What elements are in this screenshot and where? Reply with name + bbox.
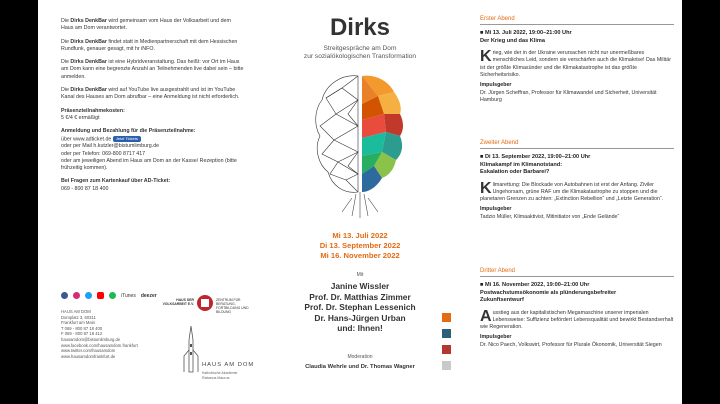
registration-block: Anmeldung und Bezahlung für die Präsenzteilnahme: über www.adticket.de Jetzt Tickets oder per Mail h.kutzler@bistumlimburg.de oder per Telefon: 069-800 8717 417 oder am jeweiligen Abend im Haus am Dom an der Kasse/ Rezeption (bitte frühzeitig kommen). (61, 128, 237, 172)
adticket-help: Bei Fragen zum Kartenkauf über AD-Ticket: 069 - 800 87 18 400 (61, 178, 171, 192)
event-dates (252, 231, 468, 261)
with-label: Mit (356, 272, 364, 278)
speaker-name: und: Ihnen! (337, 323, 383, 334)
moderation-label: Moderation (347, 354, 373, 360)
color-squares (442, 313, 451, 377)
section-header: Zweiter Abend (480, 140, 674, 149)
address-line: HAUS AM DOM (61, 309, 91, 314)
adticket-link[interactable]: über www.adticket.de (61, 135, 112, 142)
speaker-list (252, 281, 468, 334)
facebook-icon[interactable] (61, 292, 68, 299)
email-link[interactable]: oder per Mail h.kutzler@bistumlimburg.de (61, 143, 160, 150)
subtitle: Streitgespräche am Dom zur sozialökologischen Transformation (303, 45, 417, 60)
address-line[interactable]: www.hausamdomfrankfurt.de (61, 353, 116, 359)
info-paragraph: Die Dirks DenkBar wird gemeinsam vom Haus der Volksarbeit und dem Haus am Dom verantwortet. (61, 18, 231, 32)
address-line: T 069 - 800 87 18 400 (61, 325, 103, 331)
address-line: Frankfurt am Main (61, 320, 95, 326)
haus-am-dom-icon (182, 326, 200, 374)
evening-2: Zweiter Abend ■ Di 13. September 2022, 19:00–21:00 Uhr Klimakampf im Klimanotstand: Eskalation oder Barbarei? Klimarettung: Die Blockade von Autobahnen ist erst der Anfang. Ziviler Ungehorsam, grüne RAF um die Klimakatastrophe zu stoppen und die planetaren Grenzen zu achten: „Extinction Rebellion“ und „Letzte Generation“. Impulsgeber Tadzio Müller, Klimaaktivist, Mitinitiator von „Ende Gelände“ (480, 140, 674, 221)
hamd-wordmark: HAUS AM DOM (202, 362, 255, 368)
section-header: Dritter Abend (480, 268, 674, 277)
address-line: Domplatz 3, 60311 (61, 314, 96, 320)
spotify-icon[interactable] (109, 292, 116, 299)
program-column (468, 0, 682, 404)
address-line[interactable]: www.twitter.com/hausamdom (61, 348, 116, 354)
speaker-name: Prof. Dr. Matthias Zimmer (309, 291, 411, 302)
moderators: Claudia Wehrle und Dr. Thomas Wagner (305, 364, 415, 370)
speaker-name: Dr. Hans-Jürgen Urban (314, 312, 406, 323)
cover-column (252, 0, 468, 404)
ticket-badge[interactable]: Jetzt Tickets (113, 136, 141, 142)
info-paragraph: Die Dirks DenkBar findet statt in Medienpartnerschaft mit dem Hessischen Rundfunk, genauer gesagt, mit hr iNFO. (61, 38, 238, 52)
brain-stem (342, 192, 378, 218)
section-header: Erster Abend (480, 16, 674, 25)
speaker-name: Prof. Dr. Stephan Lessenich (304, 302, 416, 313)
date-line: Mi 16. November 2022 (320, 251, 400, 260)
brain-illustration (312, 70, 408, 222)
social-icons (61, 292, 157, 299)
deezer-label[interactable]: deezer (140, 292, 157, 299)
hdv-emblem (196, 294, 214, 312)
flyer-page: Die Dirks DenkBar wird gemeinsam vom Haus der Volksarbeit und dem Haus am Dom verantwortet. Die Dirks DenkBar findet statt in Medienpartnerschaft mit dem Hessischen Rundfunk, genauer gesagt, mit hr iNFO. Die Dirks DenkBar ist eine Hybridveranstaltung. Das heißt: vor Ort im Haus am Dom kann eine begrenzte Anzahl an Teilnehmenden live dabei sein – bitte anmelden. Die Dirks DenkBar wird auf YouTube live ausgestrahlt und ist im YouTube Kanal des Hauses am Dom abrufbar – eine Anmeldung ist nicht erforderlich. Präsenzteilnahmekosten: 5 €/4 € ermäßigt Anmeldung und Bezahlung für die Präsenzteilnahme: über www.adticket.de Jetzt Tickets oder per Mail h.kutzler@bistumlimburg.de oder per Telefon: 069-800 8717 417 oder am jeweiligen Abend im Haus am Dom an der Kasse/ Rezeption (bitte frühzeitig kommen). Bei Fragen zum Kartenkauf über AD-Ticket: 069 - 800 87 18 400 iTunes deezer HAUS AM DOM Domplatz 3, 60311 Frankfurt am Main T 069 - 800 87 18 400 F 069 - 800 87 18 412 hausamdom@bistumlimburg.de www.facebook.com/hausamdom.frankfurt www.twitter.com/hausamdom www.hausamdomfrankfurt.de Dirks Streitgespräche am Dom zur sozialökologischen Transformation Mi 13. Juli 2022 Di 13. September 2022 Mi 16. November 2022 Mit Janine Wissler Prof. Dr. Matthias Zimmer Prof. Dr. Stephan Lessenich Dr. Hans-Jürgen Urban und: Ihnen! Moderation Claudia Wehrle und Dr. Thomas Wagner HAUS DER VOLKSARBEIT E.V. ZENTRUM FÜR BERATUNG, FORTBILDUNG UND BILDUNG HAUS AM DOM Katholische Akademie Rabanus Maurus Erster Abend ■ Mi 13. Juli 2022, 19:00–21:00 Uhr Der Krieg und das Klima Krieg, wie der in der Ukraine verursachen nicht nur unermeßbares menschliches Leid, sondern sie verschärfen auch die Klimakrise! Das Militär ist der größte Klimasünder und die Klimakatastrophe ist das größte Sicherheitsrisiko. Impulsgeber Dr. Jürgen Scheffran, Professor für Klimawandel und Sicherheit, Universität Hamburg Zweiter Abend ■ Di 13. September 2022, 19:00–21:00 Uhr Klimakampf im Klimanotstand: Eskalation oder Barbarei? Klimarettung: Die Blockade von Autobahnen ist erst der Anfang. Ziviler Ungehorsam, grüne RAF um die Klimakatastrophe zu stoppen und die planetaren Grenzen zu achten: „Extinction Rebellion“ und „Letzte Generation“. Impulsgeber Tadzio Müller, Klimaaktivist, Mitinitiator von „Ende Gelände“ Dritter Abend ■ Mi 16. November 2022, 19:00–21:00 Uhr Postwachstumsökonomie als plünderungsbefreiter Zukunftsentwurf Ausstieg aus der kapitalistischen Megamaschine unserer imperialen Lebensweise: Suffizienz befördert Lebensqualität und bewirkt Bestandserhalt wie Regeneration. Impulsgeber Dr. Nico Paech, Volkswirt, Professor für Plurale Ökonomik, Universität Siegen (38, 0, 682, 404)
square-blue (442, 329, 451, 338)
youtube-icon[interactable] (97, 292, 104, 299)
address-line[interactable]: hausamdom@bistumlimburg.de (61, 336, 121, 342)
brain-right-facets (362, 76, 403, 192)
address-line[interactable]: www.facebook.com/hausamdom.frankfurt (61, 342, 138, 348)
square-grey (442, 361, 451, 370)
page-title: Dirks (329, 14, 391, 41)
instagram-icon[interactable] (73, 292, 80, 299)
evening-3: Dritter Abend ■ Mi 16. November 2022, 19:00–21:00 Uhr Postwachstumsökonomie als plünderungsbefreiter Zukunftsentwurf Ausstieg aus der kapitalistischen Megamaschine unserer imperialen Lebensweise: Suffizienz befördert Lebensqualität und bewirkt Bestandserhalt wie Regeneration. Impulsgeber Dr. Nico Paech, Volkswirt, Professor für Plurale Ökonomik, Universität Siegen (480, 268, 674, 348)
fee-block: Präsenzteilnahmekosten: 5 €/4 € ermäßigt (61, 107, 125, 121)
address-line: F 069 - 800 87 18 412 (61, 331, 103, 337)
info-paragraph: Die Dirks DenkBar ist eine Hybridveranstaltung. Das heißt: vor Ort im Haus am Dom kann eine begrenzte Anzahl an Teilnehmenden live dabei sein – bitte anmelden. (61, 59, 244, 80)
square-orange (442, 313, 451, 322)
address-block (61, 309, 138, 359)
twitter-icon[interactable] (85, 292, 92, 299)
speaker-name: Janine Wissler (330, 281, 390, 291)
itunes-label[interactable]: iTunes (121, 292, 136, 299)
hamd-subline: Katholische Akademie Rabanus Maurus (202, 371, 238, 380)
evening-1: Erster Abend ■ Mi 13. Juli 2022, 19:00–21:00 Uhr Der Krieg und das Klima Krieg, wie der in der Ukraine verursachen nicht nur unermeßbares menschliches Leid, sondern sie verschärfen auch die Klimakrise! Das Militär ist der größte Klimasünder und die Klimakatastrophe ist das größte Sicherheitsrisiko. Impulsgeber Dr. Jürgen Scheffran, Professor für Klimawandel und Sicherheit, Universität Hamburg (480, 16, 674, 104)
date-line: Di 13. September 2022 (319, 241, 401, 250)
info-paragraph: Die Dirks DenkBar wird auf YouTube live ausgestrahlt und ist im YouTube Kanal des Hauses am Dom abrufbar – eine Anmeldung ist nicht erforderlich. (61, 87, 240, 101)
square-red (442, 345, 451, 354)
date-line: Mi 13. Juli 2022 (332, 231, 388, 240)
brain-left-wireframe (316, 76, 358, 193)
